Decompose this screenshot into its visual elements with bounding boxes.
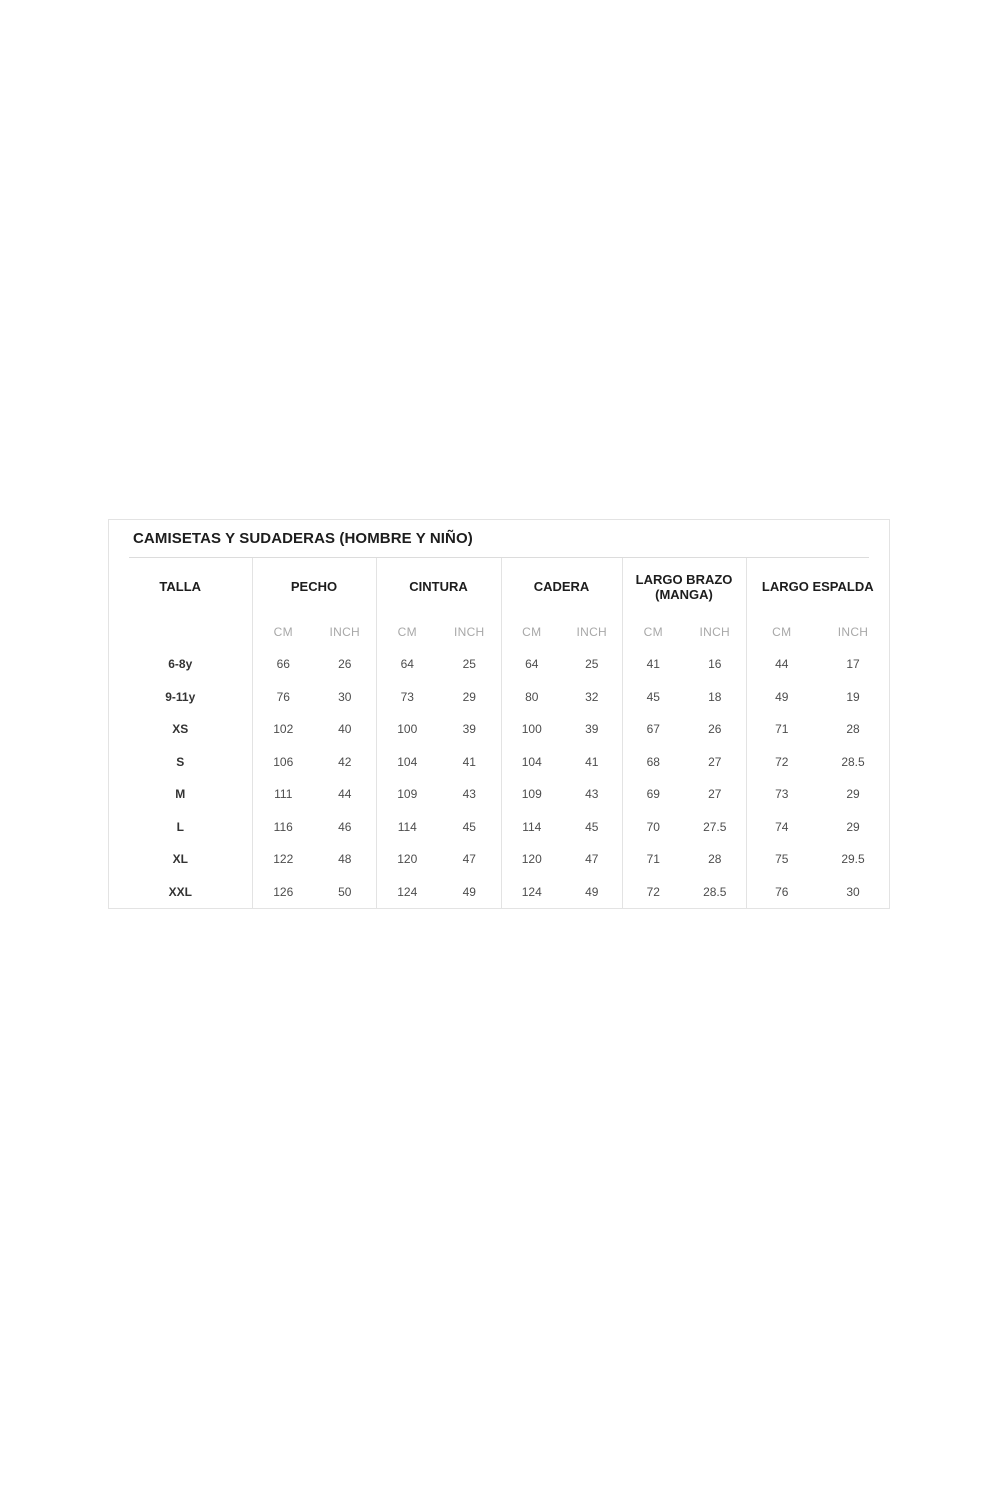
value-cell: 102 (273, 722, 294, 737)
unit-header-inch: INCH (684, 615, 746, 648)
table-row (109, 811, 889, 844)
value-cell: 66 (276, 657, 290, 672)
column-group-pecho: PECHO (252, 558, 376, 615)
value-cell: 120 (521, 852, 542, 867)
value-cell: 67 (646, 722, 660, 737)
size-label: M (109, 778, 252, 811)
value-cell: 44 (314, 778, 376, 811)
value-cell: 49 (438, 876, 501, 909)
value-cell: 19 (846, 689, 860, 704)
value-cell: 29 (846, 819, 860, 834)
table-row (109, 778, 889, 811)
value-cell: 126 (273, 884, 294, 899)
value-cell: 106 (273, 754, 294, 769)
value-cell: 42 (314, 746, 376, 779)
value-cell: 100 (397, 722, 418, 737)
value-cell: 71 (775, 722, 789, 737)
size-label: XL (109, 843, 252, 876)
size-label: XXL (109, 876, 252, 909)
value-cell: 40 (314, 713, 376, 746)
value-cell: 120 (397, 852, 418, 867)
size-column-header: TALLA (109, 558, 252, 615)
table-row (109, 876, 889, 909)
value-cell: 100 (521, 722, 542, 737)
value-cell: 109 (397, 787, 418, 802)
value-cell: 25 (562, 648, 622, 681)
unit-header-inch: INCH (562, 615, 622, 648)
value-cell: 80 (525, 689, 539, 704)
size-chart-table (109, 558, 889, 908)
value-cell: 69 (646, 787, 660, 802)
size-chart-card (108, 519, 890, 909)
value-cell: 29 (846, 787, 860, 802)
value-cell: 30 (314, 681, 376, 714)
value-cell: 45 (438, 811, 501, 844)
value-cell: 28.5 (684, 876, 746, 909)
value-cell: 28.5 (841, 754, 865, 769)
value-cell: 41 (646, 657, 660, 672)
unit-header-row (109, 615, 889, 648)
size-label: 9-11y (109, 681, 252, 714)
table-row (109, 648, 889, 681)
value-cell: 29.5 (841, 852, 865, 867)
value-cell: 39 (438, 713, 501, 746)
value-cell: 72 (775, 754, 789, 769)
size-label: L (109, 811, 252, 844)
value-cell: 122 (273, 852, 294, 867)
value-cell: 47 (562, 843, 622, 876)
value-cell: 43 (562, 778, 622, 811)
column-group-cintura: CINTURA (376, 558, 501, 615)
value-cell: 27.5 (684, 811, 746, 844)
value-cell: 41 (562, 746, 622, 779)
value-cell: 70 (646, 819, 660, 834)
size-label: S (109, 746, 252, 779)
size-chart-title: CAMISETAS Y SUDADERAS (HOMBRE Y NIÑO) (133, 530, 473, 547)
value-cell: 75 (775, 852, 789, 867)
value-cell: 44 (775, 657, 789, 672)
value-cell: 28 (684, 843, 746, 876)
value-cell: 71 (646, 852, 660, 867)
table-row (109, 713, 889, 746)
value-cell: 73 (400, 689, 414, 704)
value-cell: 47 (438, 843, 501, 876)
value-cell: 124 (397, 884, 418, 899)
value-cell: 41 (438, 746, 501, 779)
value-cell: 114 (522, 819, 542, 834)
value-cell: 76 (276, 689, 290, 704)
value-cell: 17 (846, 657, 860, 672)
unit-header-inch: INCH (837, 624, 869, 639)
value-cell: 26 (684, 713, 746, 746)
unit-header-inch: INCH (438, 615, 501, 648)
value-cell: 49 (775, 689, 789, 704)
value-cell: 64 (400, 657, 414, 672)
value-cell: 26 (314, 648, 376, 681)
value-cell: 32 (562, 681, 622, 714)
value-cell: 72 (646, 884, 660, 899)
value-cell: 16 (684, 648, 746, 681)
value-cell: 25 (438, 648, 501, 681)
value-cell: 28 (846, 722, 860, 737)
value-cell: 45 (646, 689, 660, 704)
group-header-row (109, 558, 889, 615)
unit-header-cm: CM (643, 624, 663, 639)
value-cell: 49 (562, 876, 622, 909)
value-cell: 50 (314, 876, 376, 909)
value-cell: 45 (562, 811, 622, 844)
column-group-cadera: CADERA (501, 558, 622, 615)
value-cell: 46 (314, 811, 376, 844)
value-cell: 27 (684, 778, 746, 811)
table-row (109, 681, 889, 714)
column-group-largo-espalda: LARGO ESPALDA (761, 579, 874, 594)
value-cell: 74 (775, 819, 789, 834)
column-group-largo-brazo: LARGO BRAZO (MANGA) (622, 558, 746, 615)
value-cell: 64 (525, 657, 539, 672)
size-table-body (109, 648, 889, 908)
value-cell: 111 (274, 787, 293, 802)
unit-header-cm: CM (772, 624, 792, 639)
value-cell: 109 (521, 787, 542, 802)
value-cell: 39 (562, 713, 622, 746)
value-cell: 29 (438, 681, 501, 714)
value-cell: 114 (397, 819, 417, 834)
value-cell: 68 (646, 754, 660, 769)
unit-header-cm: CM (522, 624, 542, 639)
size-label: 6-8y (109, 648, 252, 681)
value-cell: 43 (438, 778, 501, 811)
value-cell: 18 (684, 681, 746, 714)
table-row (109, 843, 889, 876)
value-cell: 48 (314, 843, 376, 876)
unit-header-cm: CM (273, 624, 293, 639)
unit-header-inch: INCH (314, 615, 376, 648)
value-cell: 76 (775, 884, 789, 899)
size-label: XS (109, 713, 252, 746)
unit-header-cm: CM (397, 624, 417, 639)
value-cell: 104 (521, 754, 542, 769)
value-cell: 30 (846, 884, 860, 899)
value-cell: 27 (684, 746, 746, 779)
value-cell: 73 (775, 787, 789, 802)
value-cell: 104 (397, 754, 418, 769)
unit-header-empty (109, 615, 252, 648)
value-cell: 116 (273, 819, 293, 834)
table-row (109, 746, 889, 779)
value-cell: 124 (521, 884, 542, 899)
